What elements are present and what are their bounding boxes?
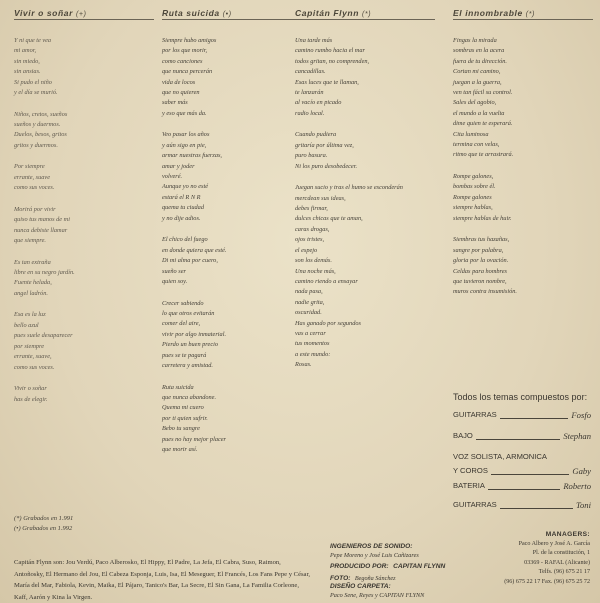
lyric-line: Rompe galones, — [453, 173, 494, 181]
lyric-line: Celdas para hombres — [453, 267, 507, 275]
lyric-line: estará el R N R — [162, 193, 201, 201]
lyric-line: termina con velas, — [453, 141, 500, 149]
song-column — [295, 8, 435, 382]
stanza — [14, 384, 154, 405]
tech-label: FOTO: — [330, 574, 351, 582]
lyric-line: Es tan extraña — [14, 258, 51, 266]
credit-name: Stephan — [563, 431, 591, 441]
lyric-line: Por siempre — [14, 163, 45, 171]
lyric-line: gritaría por última vez, — [295, 141, 354, 149]
lyric-line: Y ni que te vea — [14, 37, 52, 44]
lyric-line: Crecer sabiendo — [162, 299, 204, 307]
lyric-line: saber más — [162, 99, 188, 107]
lyric-line: nunca debiste llamar — [14, 226, 68, 234]
stanza — [14, 162, 154, 193]
credit-name: Fosfo — [571, 410, 591, 420]
song-title: Ruta suicida (•) — [162, 8, 302, 20]
lyric-line: por siempre — [14, 342, 45, 350]
lyrics — [14, 36, 154, 405]
stanza — [295, 130, 435, 172]
lyric-line: Rosas. — [295, 361, 312, 369]
lyric-line: mi amor, — [14, 47, 37, 55]
lyric-line: sueño ser — [162, 267, 186, 275]
lyric-line: amar y joder — [162, 162, 195, 170]
credit-row — [453, 500, 591, 510]
credit-row — [453, 452, 591, 462]
lyric-line: vas a cerrar — [295, 329, 326, 337]
lyric-line: y aún sigo en pie, — [162, 141, 207, 149]
lyric-line: al vacío en picado — [295, 99, 342, 107]
recording-legend — [14, 514, 73, 534]
credit-name: Toni — [576, 500, 591, 510]
stanza — [453, 235, 593, 297]
lyric-line: el espejo — [295, 246, 318, 254]
lyric-line: debes firmar, — [295, 205, 328, 213]
lyric-line: en donde quiera que esté. — [162, 246, 227, 254]
lyric-line: todos gritan, no comprenden, — [295, 57, 370, 65]
lyric-line: que no quieren — [162, 89, 200, 97]
lyric-line: muros contra insumisión. — [453, 288, 517, 296]
tech-value: Paco Sene, Reyes y CAPITAN FLYNN — [330, 591, 425, 599]
lyric-line: Siempre hubo amigos — [162, 37, 217, 44]
technical-credits — [330, 543, 470, 600]
tech-label: PRODUCIDO POR: — [330, 563, 389, 570]
managers-line: Pl. de la constitución, 1 — [532, 550, 590, 557]
lyric-line: Esa es la luz — [14, 311, 46, 319]
lyric-line: siempre hablas de huir. — [453, 214, 512, 222]
song-title: Capitán Flynn (*) — [295, 8, 435, 20]
lyric-line: vivir por algo inmaterial. — [162, 330, 227, 338]
song-title: El innombrable (*) — [453, 8, 593, 20]
credit-leader-line — [500, 418, 568, 419]
lyric-line: que tuvieron nombre, — [453, 277, 507, 285]
lyric-line: y el día se murió. — [14, 89, 58, 97]
lyric-line: Has ganado por segundos — [295, 319, 361, 327]
lyric-line: que nunca percerán — [162, 68, 213, 76]
lyric-line: son los demás. — [295, 257, 332, 265]
lyrics — [295, 36, 435, 371]
lyric-line: angel ladrón. — [14, 289, 48, 297]
lyric-line: Fuente helada, — [14, 279, 52, 287]
credit-row — [453, 466, 591, 476]
stanza — [14, 258, 154, 300]
lyric-line: armar nuestras fuerzas, — [162, 152, 223, 160]
band-members-thanks: Capitán Flynn son: Jou Verdú, Paco Alberosko, El Hippy, El Padre, La Jefa, El Cabra, Suso, Raimon, Antoñosky, El Hermano del Jou, El Cabeza Esponja, Luis, Isa, El Meseguer, El Francés, Los Fans Pepe y César, María del Mar, Fabiola, Kevin, Maika, El Pájaro, Tanico's Bar, La Secre, El Sin Gana, La Familia Corleone, Kaff, Aarón y Kina la Virgen. — [14, 559, 311, 601]
lyric-line: como sus voces. — [14, 184, 55, 192]
lyric-line: Una tarde más — [295, 37, 333, 44]
lyric-line: has de elegir. — [14, 395, 48, 403]
lyric-line: por los que morir, — [162, 47, 208, 55]
song-column — [453, 8, 593, 309]
lyric-line: el mundo a la vuelta — [453, 109, 505, 117]
lyric-line: Siembras tus hazañas, — [453, 236, 510, 244]
managers-line: Telfs. (96) 675 21 17 — [538, 569, 590, 576]
lyric-line: errante, suave — [14, 173, 51, 181]
lyric-line: fuera de tu dirección. — [453, 57, 507, 65]
lyric-line: Juegan sucio y tras el humo se esconderán — [295, 184, 403, 192]
lyric-line: Si pudo el niño — [14, 78, 52, 86]
stanza — [162, 235, 302, 287]
lyric-line: sin miedo, — [14, 57, 40, 65]
stanza — [162, 130, 302, 224]
credit-name: Gaby — [572, 466, 591, 476]
lyric-line: camino rumbo hacia el mar — [295, 47, 365, 55]
lyric-line: nadie grita, — [295, 298, 325, 306]
lyric-line: vida de locos — [162, 78, 196, 86]
lyric-line: pues suele desaparecer — [14, 332, 73, 340]
managers-line: Paco Albero y José A. García — [518, 540, 590, 547]
lyric-line: Di mi alma por cuero, — [162, 257, 218, 265]
lyric-line: que siempre. — [14, 237, 46, 245]
managers-contact — [470, 530, 590, 588]
lyric-line: comer del aire, — [162, 320, 201, 328]
lyric-line: mercdean sus ideas, — [295, 194, 346, 202]
lyric-line: juegan a la guerra, — [453, 78, 502, 86]
lyric-line: quema tu ciudad — [162, 204, 204, 212]
lyric-line: Una noche más, — [295, 267, 336, 275]
credit-leader-line — [500, 508, 573, 509]
stanza — [295, 183, 435, 370]
lyric-line: volveré. — [162, 173, 183, 181]
lyric-line: te lanzarán — [295, 89, 324, 97]
lyric-line: Niños, cretos, sueños — [14, 110, 68, 118]
lyric-line: El chico del fuego — [162, 236, 208, 244]
credit-name: Roberto — [563, 481, 591, 491]
lyric-line: puro basura. — [295, 152, 328, 160]
lyric-line: y no dije adios. — [162, 214, 201, 222]
lyric-line: oscuridad. — [295, 309, 322, 317]
lyric-line: libre en su negro jardín. — [14, 269, 75, 277]
lyric-line: quiso tus manos de mi — [14, 216, 70, 224]
lyric-line: carretera y amistad. — [162, 361, 214, 369]
credit-leader-line — [488, 489, 560, 490]
lyric-line: ven tan fácil su control. — [453, 89, 513, 97]
lyric-line: que morir así. — [162, 445, 198, 453]
lyric-line: nada pasa, — [295, 288, 323, 296]
lyric-line: dime quien te esperará. — [453, 120, 513, 128]
credit-leader-line — [476, 439, 560, 440]
tech-value: Begoña Sánchez — [354, 574, 396, 582]
tech-value: Pepe Moreno y José Luis Cañizares — [330, 551, 419, 559]
stanza — [14, 110, 154, 152]
lyric-line: Ruta suicida — [162, 383, 194, 391]
lyric-line: pues no hay mejor placer — [162, 435, 227, 443]
tech-label: DISEÑO CARPETA: — [330, 583, 391, 590]
lyric-line: a este mundo: — [295, 350, 331, 358]
lyric-line: quien soy. — [162, 277, 188, 285]
stanza — [162, 299, 302, 372]
lyric-line: bombas sobre él. — [453, 183, 496, 191]
lyric-line: lo que otros evitarán — [162, 309, 215, 317]
managers-line: 03369 - RAFAL (Alicante) — [524, 559, 590, 566]
tech-value: CAPITAN FLYNN — [393, 563, 446, 570]
lyric-line: pues se te pagará — [162, 351, 207, 359]
lyric-line: cancadillas. — [295, 68, 326, 76]
lyric-line: sin ansias. — [14, 68, 41, 76]
credit-role: BAJO — [453, 431, 473, 440]
lyric-line: ojos tristes, — [295, 236, 325, 244]
lyric-line: radio local. — [295, 109, 325, 117]
lyric-line: como sus voces. — [14, 363, 55, 371]
lyric-line: sombras en la acera — [453, 47, 505, 55]
song-title: Vivir o soñar (+) — [14, 8, 154, 20]
credit-role: GUITARRAS — [453, 410, 497, 419]
lyric-line: siempre hablas, — [453, 204, 493, 212]
lyric-line: Fingas la mirada — [453, 37, 497, 44]
lyric-line: sangre por palabra, — [453, 246, 504, 254]
stanza — [162, 383, 302, 456]
lyric-line: camino riendo a ensayar — [295, 277, 358, 285]
lyric-line: bello azul — [14, 321, 39, 329]
lyric-line: caras drogas, — [295, 225, 330, 233]
stanza — [14, 205, 154, 247]
lyric-line: Rompe galones — [453, 193, 492, 201]
lyric-line: Aunque yo no esté — [162, 183, 208, 191]
lyrics — [162, 36, 302, 455]
lyric-line: Cortan mi camino, — [453, 68, 501, 76]
stanza — [14, 36, 154, 98]
lyric-line: sueños y duermos. — [14, 121, 61, 129]
credit-row — [453, 481, 591, 491]
legend-line: (•) Grabados en 1.992 — [14, 525, 73, 532]
credit-role: GUITARRAS — [453, 500, 497, 509]
lyric-line: Duelos, besos, gritos — [14, 131, 67, 139]
lyric-line: gloria por la ovación. — [453, 257, 509, 265]
managers-heading: MANAGERS: — [545, 531, 590, 538]
stanza — [14, 310, 154, 372]
stanza — [295, 36, 435, 119]
credit-role: Y COROS — [453, 466, 488, 475]
tech-label: INGENIEROS DE SONIDO: — [330, 543, 413, 550]
stanza — [453, 172, 593, 224]
lyric-line: Sales del agobio, — [453, 99, 497, 107]
stanza — [162, 36, 302, 119]
song-column — [14, 8, 154, 416]
stanza — [453, 36, 593, 161]
credits-heading: Todos los temas compuestos por: — [453, 392, 588, 402]
lyric-line: Quema mi cuero — [162, 404, 204, 412]
lyric-line: Ni los puro desobedecer. — [295, 162, 358, 170]
lyric-line: que nunca abandone. — [162, 393, 217, 401]
lyric-line: ritmo que te arrastrará. — [453, 151, 514, 159]
lyrics — [453, 36, 593, 298]
credit-leader-line — [491, 474, 569, 475]
credit-row — [453, 431, 591, 441]
lyric-line: Pierdo un buen precio — [162, 341, 219, 349]
lyric-line: como canciones — [162, 57, 203, 65]
credit-role: VOZ SOLISTA, ARMONICA — [453, 452, 547, 461]
lyric-line: Cuando pudiera — [295, 131, 337, 139]
lyric-line: errante, suave, — [14, 353, 52, 361]
credit-role: BATERIA — [453, 481, 485, 490]
lyric-line: por ti quien sufrir. — [162, 414, 208, 422]
lyric-line: Cita luminosa — [453, 130, 489, 138]
lyric-line: Veo pasar los años — [162, 131, 210, 139]
lyric-line: dulces chicas que te aman, — [295, 215, 363, 223]
song-column — [162, 8, 302, 467]
lyric-line: y eso que más da. — [162, 109, 207, 117]
lyric-line: Morirá por vivir — [14, 205, 56, 213]
managers-line: (96) 675 22 17 Fax. (96) 675 25 72 — [504, 578, 590, 585]
lyric-line: Vivir o soñar — [14, 385, 47, 393]
lyric-line: tus momentos — [295, 340, 330, 348]
credit-row — [453, 410, 591, 420]
lyric-line: gritos y duermos. — [14, 141, 58, 149]
legend-line: (*) Grabados en 1.991 — [14, 515, 74, 522]
lyric-line: Esas luces que te llaman, — [295, 78, 359, 86]
lyric-line: Bebo tu sangre — [162, 425, 200, 433]
